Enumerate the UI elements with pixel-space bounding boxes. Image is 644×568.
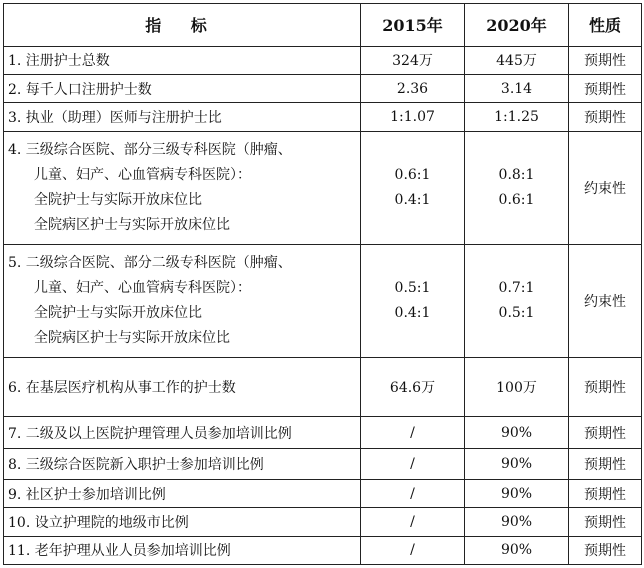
table-row (4, 479, 642, 507)
row-label-line: 5. 二级综合医院、部分二级专科医院（肿瘤、 (8, 255, 292, 272)
table-row (4, 46, 642, 74)
row-2020-value: 3.14 (465, 74, 569, 102)
row-nature: 预期性 (569, 449, 642, 479)
value-line: 0.8:1 (498, 166, 535, 183)
row-label (4, 244, 361, 357)
value-line: 0.6:1 (394, 166, 431, 183)
row-2020-value: 90% (465, 417, 569, 449)
row-2015-value: 64.6万 (361, 358, 465, 417)
header-nature: 性质 (569, 4, 642, 47)
row-2015-value: / (361, 508, 465, 536)
row-nature: 预期性 (569, 417, 642, 449)
row-label: 9. 社区护士参加培训比例 (4, 479, 361, 507)
row-label: 7. 二级及以上医院护理管理人员参加培训比例 (4, 417, 361, 449)
row-2020-value: 100万 (465, 358, 569, 417)
table-row (4, 103, 642, 131)
row-label: 6. 在基层医疗机构从事工作的护士数 (4, 358, 361, 417)
table-row (4, 449, 642, 479)
header-2015: 2015年 (361, 4, 465, 47)
row-nature: 预期性 (569, 46, 642, 74)
row-label-line: 全院病区护士与实际开放床位比 (34, 216, 230, 233)
value-line: 0.4:1 (394, 191, 431, 208)
row-nature: 预期性 (569, 74, 642, 102)
row-label-line: 全院护士与实际开放床位比 (34, 305, 202, 322)
table-row (4, 131, 642, 244)
header-indicator: 指 标 (4, 4, 361, 47)
row-label: 3. 执业（助理）医师与注册护士比 (4, 103, 361, 131)
row-label-line: 儿童、妇产、心血管病专科医院）： (34, 166, 251, 183)
row-label: 8. 三级综合医院新入职护士参加培训比例 (4, 449, 361, 479)
row-2020-value (465, 131, 569, 244)
row-nature: 预期性 (569, 536, 642, 564)
value-line: 0.4:1 (394, 305, 431, 322)
value-line: 0.5:1 (498, 305, 535, 322)
table-row (4, 508, 642, 536)
row-2020-value: 445万 (465, 46, 569, 74)
indicator-table (3, 3, 642, 565)
row-2015-value: 1:1.07 (361, 103, 465, 131)
table-row (4, 417, 642, 449)
row-2020-value: 90% (465, 479, 569, 507)
header-2020: 2020年 (465, 4, 569, 47)
row-label: 2. 每千人口注册护士数 (4, 74, 361, 102)
row-2015-value: 324万 (361, 46, 465, 74)
table-row (4, 244, 642, 357)
row-nature: 预期性 (569, 103, 642, 131)
row-label (4, 131, 361, 244)
table-row (4, 358, 642, 417)
row-nature: 预期性 (569, 358, 642, 417)
row-label-line: 全院护士与实际开放床位比 (34, 191, 202, 208)
row-2015-value: / (361, 479, 465, 507)
value-line: 0.7:1 (498, 280, 535, 297)
table-row (4, 74, 642, 102)
row-nature: 约束性 (569, 244, 642, 357)
row-label-line: 儿童、妇产、心血管病专科医院）： (34, 280, 251, 297)
row-2015-value: / (361, 417, 465, 449)
row-2020-value: 1:1.25 (465, 103, 569, 131)
row-2015-value: 2.36 (361, 74, 465, 102)
row-2020-value: 90% (465, 508, 569, 536)
row-label-line: 全院病区护士与实际开放床位比 (34, 330, 230, 347)
row-2020-value: 90% (465, 449, 569, 479)
value-line: 0.6:1 (498, 191, 535, 208)
row-2015-value: / (361, 449, 465, 479)
table-row (4, 536, 642, 564)
header-row (4, 4, 642, 47)
row-label: 11. 老年护理从业人员参加培训比例 (4, 536, 361, 564)
row-nature: 预期性 (569, 479, 642, 507)
row-2020-value: 90% (465, 536, 569, 564)
row-2015-value: / (361, 536, 465, 564)
row-2020-value (465, 244, 569, 357)
row-nature: 约束性 (569, 131, 642, 244)
row-label: 1. 注册护士总数 (4, 46, 361, 74)
row-label-line: 4. 三级综合医院、部分三级专科医院（肿瘤、 (8, 141, 292, 158)
value-line: 0.5:1 (394, 280, 431, 297)
row-label: 10. 设立护理院的地级市比例 (4, 508, 361, 536)
row-nature: 预期性 (569, 508, 642, 536)
row-2015-value (361, 131, 465, 244)
row-2015-value (361, 244, 465, 357)
